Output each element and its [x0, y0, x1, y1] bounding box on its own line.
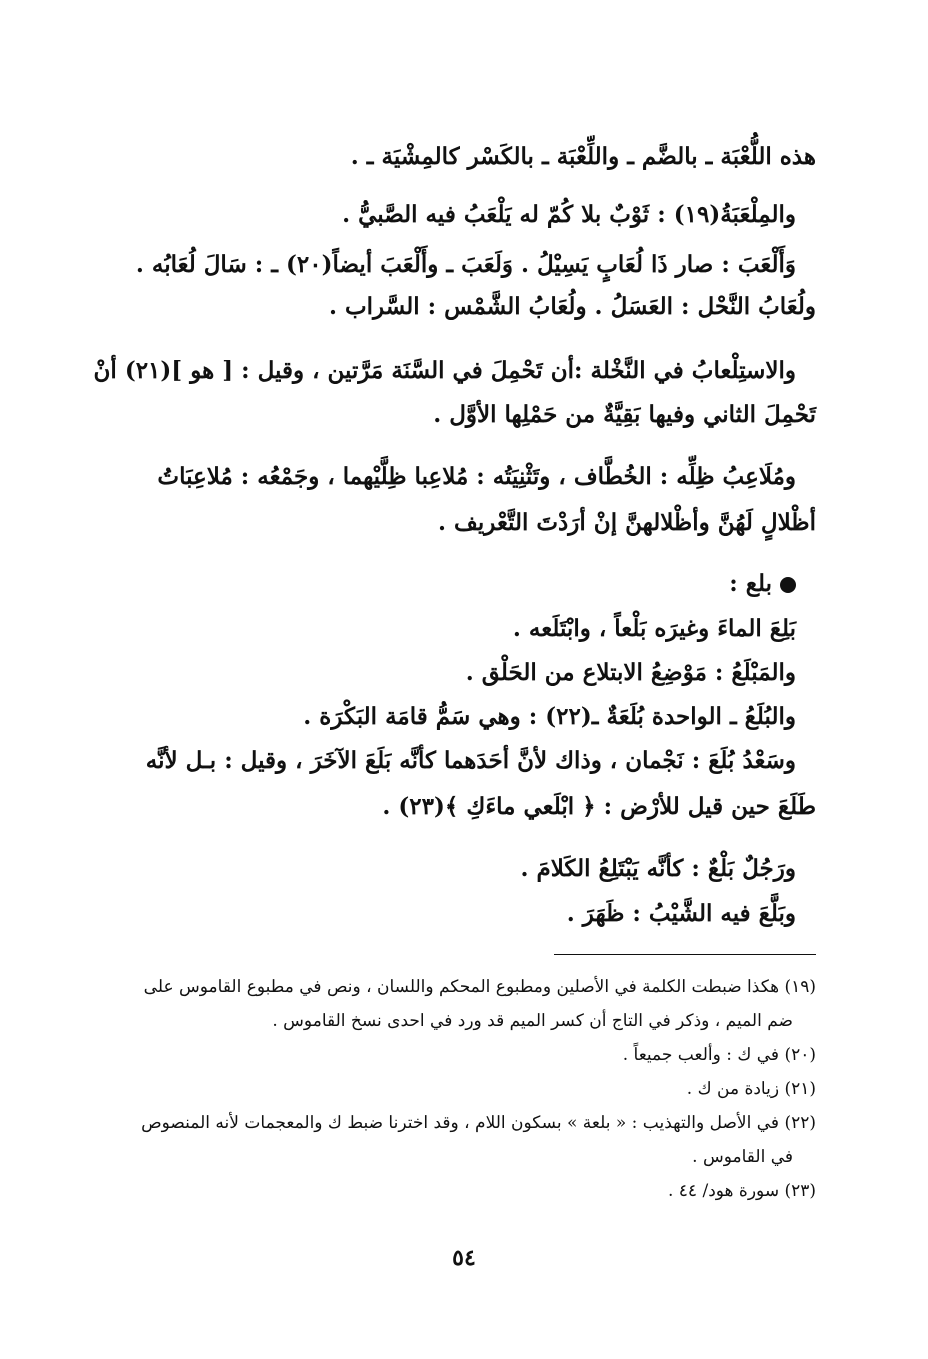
body-line: بَلِعَ الماءَ وغيرَه بَلْعاً ، وابْتَلَعه .: [512, 615, 796, 642]
entry-heading: [90, 567, 796, 601]
body-line: والبُلَعُ ـ الواحدة بُلَعَةٌ ـ(٢٢) : وهي سَمُّ قامَة البَكْرَة .: [303, 703, 796, 730]
page-number: ٥٤: [452, 1245, 476, 1271]
footnote: في القاموس .: [692, 1147, 793, 1167]
body-line: طَلَعَ حين قيل للأرْض : ﴿ ابْلَعي ماءَكِ ﴾(٢٣) .: [382, 793, 816, 820]
body-line: وَأَلْعَبَ : صار ذَا لُعَابٍ يَسِيْلُ . وَلَعَبَ ـ وأَلْعَبَ أيضاً(٢٠) ـ : سَالَ لُعَابُه .: [135, 251, 796, 278]
body-line: هذه اللُّعْبَة ـ بالضَّم ـ واللِّعْبَة ـ بالكَسْر كالمِشْيَة ـ .: [350, 143, 816, 170]
body-line: ورَجُلٌ بَلْعٌ : كأنَّه يَبْتَلِعُ الكَلامَ .: [520, 855, 796, 882]
body-line: وبَلَّعَ فيه الشَّيْبُ : ظَهَرَ .: [566, 900, 796, 927]
footnote: (٢١) زيادة من ك .: [686, 1079, 816, 1099]
body-line: والاستِلْعابُ في النَّخْلة :أن تَحْمِلَ في السَّنَة مَرَّتين ، وقيل : [ هو ](٢١) أنْ: [93, 357, 796, 384]
body-line: والمِلْعَبَةُ(١٩) : ثَوْبٌ بلا كُمّ له يَلْعَبُ فيه الصَّبيُّ .: [342, 201, 796, 228]
footnote: ضم الميم ، وذكر في التاج أن كسر الميم قد ورد في احدى نسخ القاموس .: [272, 1011, 793, 1031]
body-line: تَحْمِلَ الثاني وفيها بَقِيَّةٌ من حَمْلِها الأوَّل .: [433, 401, 816, 428]
footnote: (٢٢) في الأصل والتهذيب : « بلعة » بسكون اللام ، وقد اخترنا ضبط ك والمعجمات لأنه المنصوص: [141, 1113, 816, 1133]
footnote: (٢٠) في ك : وألعب جميعاً .: [622, 1045, 816, 1065]
footnote-divider: [554, 954, 816, 955]
body-line: أظْلالٍ لَهُنَّ وأظْلالهنَّ إنْ أرَدْتَ التَّعْريف .: [438, 509, 816, 536]
body-line: والمَبْلَعُ : مَوْضِعُ الابتلاع من الحَلْق .: [465, 659, 796, 686]
body-line: ولُعَابُ النَّحْل : العَسَلُ . ولُعَابُ الشَّمْس : السَّراب .: [328, 293, 816, 320]
bullet-icon: [780, 577, 796, 593]
footnote: (١٩) هكذا ضبطت الكلمة في الأصلين ومطبوع المحكم واللسان ، ونص في مطبوع القاموس على: [143, 977, 816, 997]
body-line: ومُلَاعِبُ ظِلِّه : الخُطَّاف ، وتَثْنِيَتُه : مُلاعِبا ظِلَّيْهما ، وجَمْعُه : مُلاعِبَاتُ: [157, 463, 796, 490]
entry-heading-label: بلع :: [729, 570, 772, 597]
body-line: وسَعْدُ بُلَعَ : نَجْمان ، وذاك لأنَّ أحَدَهما كأنَّه بَلَعَ الآخَرَ ، وقيل : بـل لأنَّه: [145, 747, 796, 774]
footnote: (٢٣) سورة هود/ ٤٤ .: [667, 1181, 816, 1201]
